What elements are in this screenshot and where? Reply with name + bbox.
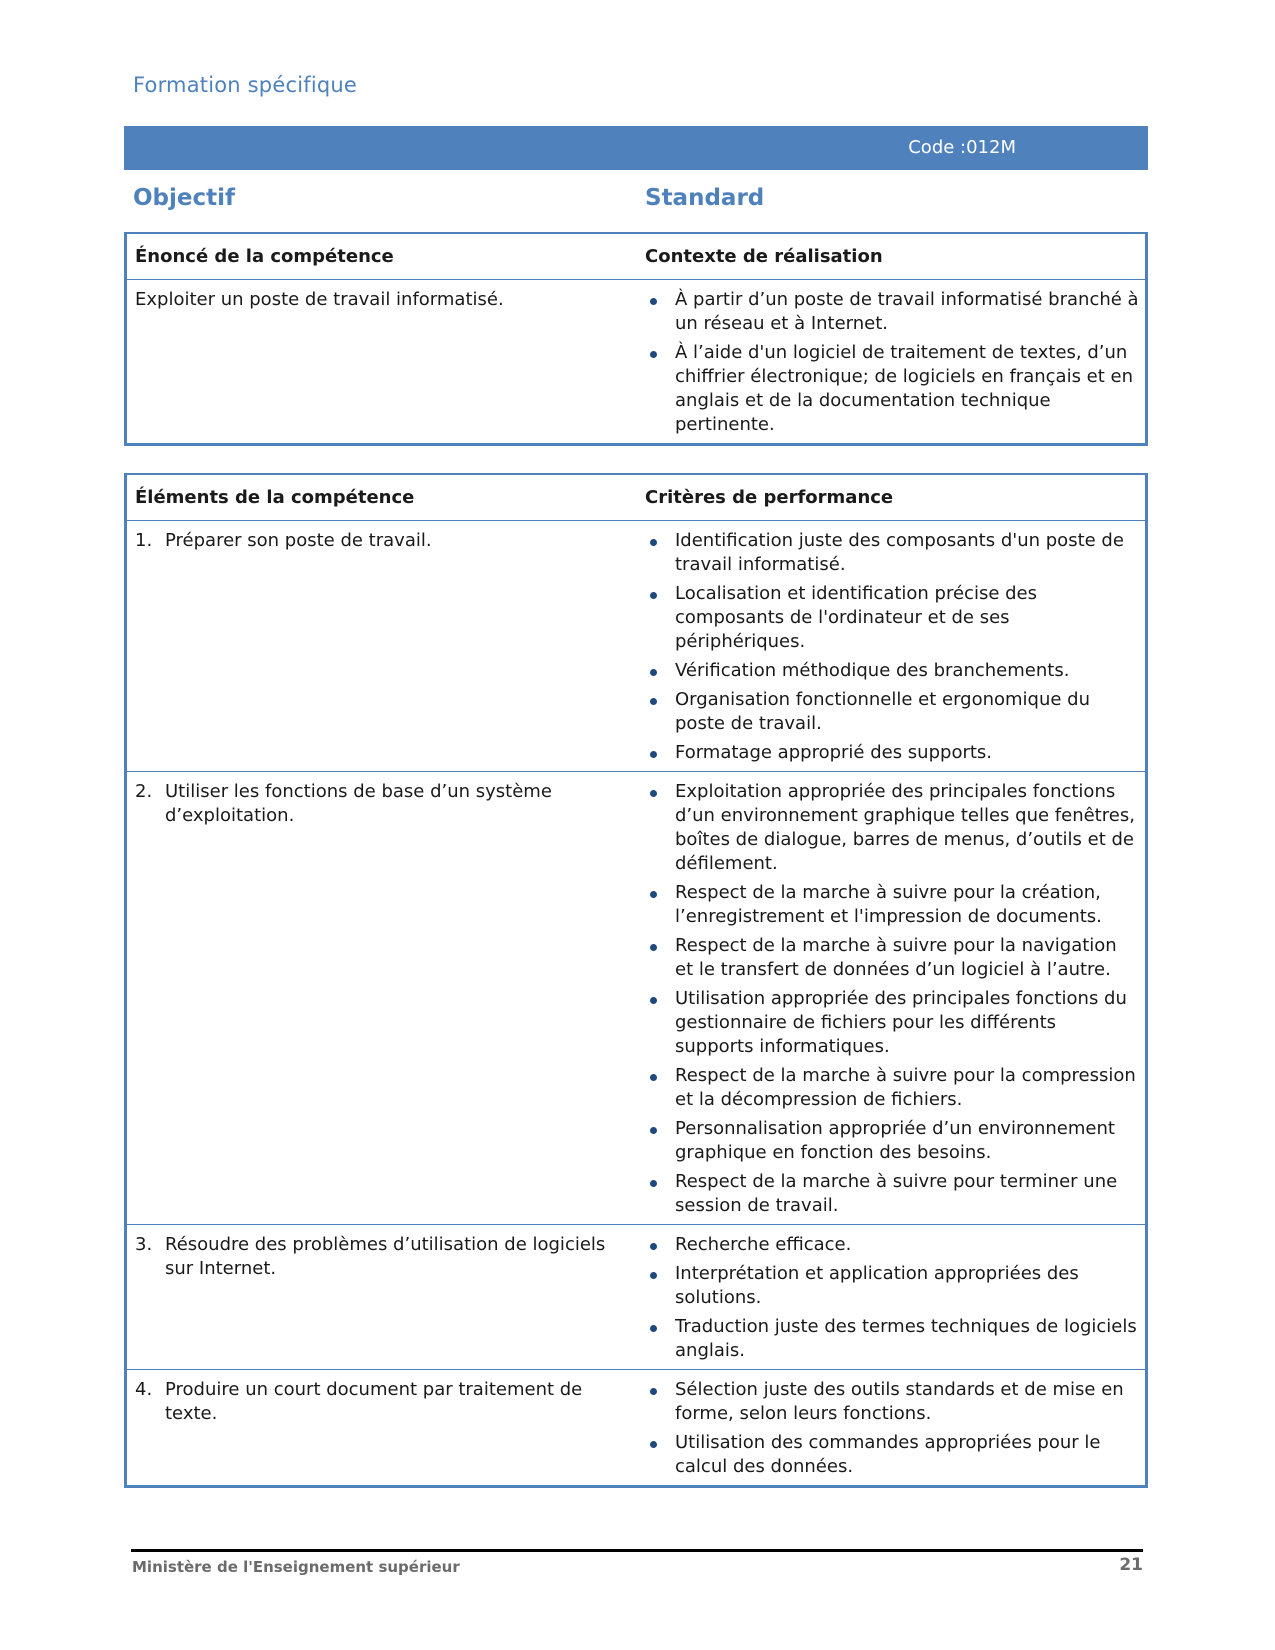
element-cell — [127, 772, 637, 1224]
header-enonce: Énoncé de la compétence — [135, 246, 394, 267]
course-code: Code :012M — [908, 137, 1016, 158]
table-row — [127, 279, 1145, 443]
list-item: Vérification méthodique des branchements. — [645, 659, 1139, 683]
list-item: Localisation et identification précise des composants de l'ordinateur et de ses périphériques. — [645, 582, 1139, 654]
list-item: Respect de la marche à suivre pour la navigation et le transfert de données d’un logiciel à l’autre. — [645, 934, 1139, 982]
bullet-icon — [650, 698, 657, 705]
criteres-cell — [637, 772, 1145, 1224]
bullet-icon — [650, 592, 657, 599]
bullet-icon — [650, 891, 657, 898]
element-text: Préparer son poste de travail. — [165, 530, 432, 551]
list-item: Respect de la marche à suivre pour terminer une session de travail. — [645, 1170, 1139, 1218]
header-contexte: Contexte de réalisation — [645, 246, 883, 267]
element-cell — [127, 1370, 637, 1485]
contexte-cell — [637, 280, 1145, 443]
criteres-list — [645, 1378, 1139, 1479]
bullet-icon — [650, 1074, 657, 1081]
code-bar — [124, 126, 1148, 170]
objectif-heading: Objectif — [133, 185, 236, 211]
bullet-icon — [650, 1272, 657, 1279]
list-item: Respect de la marche à suivre pour la compression et la décompression de fichiers. — [645, 1064, 1139, 1112]
criteres-cell — [637, 521, 1145, 771]
element-text: Résoudre des problèmes d’utilisation de logiciels sur Internet. — [165, 1234, 606, 1279]
table-row — [127, 1369, 1145, 1485]
list-item: Sélection juste des outils standards et de mise en forme, selon leurs fonctions. — [645, 1378, 1139, 1426]
element-number: 3. — [135, 1234, 153, 1255]
list-item: Utilisation appropriée des principales fonctions du gestionnaire de fichiers pour les différents supports informatiques. — [645, 987, 1139, 1059]
bullet-icon — [650, 1388, 657, 1395]
table-row — [127, 1224, 1145, 1369]
list-item: Traduction juste des termes techniques de logiciels anglais. — [645, 1315, 1139, 1363]
element-number: 2. — [135, 781, 153, 802]
bullet-icon — [650, 944, 657, 951]
element-cell — [127, 521, 637, 771]
table-row — [127, 520, 1145, 771]
table-header-row — [127, 475, 1145, 520]
element-number: 4. — [135, 1379, 153, 1400]
competence-statement: Exploiter un poste de travail informatisé. — [135, 289, 504, 310]
list-item: Recherche efficace. — [645, 1233, 1139, 1257]
list-item: Organisation fonctionnelle et ergonomique du poste de travail. — [645, 688, 1139, 736]
list-item: Formatage approprié des supports. — [645, 741, 1139, 765]
list-item: Interprétation et application appropriées des solutions. — [645, 1262, 1139, 1310]
competence-table — [124, 232, 1148, 446]
bullet-icon — [650, 1325, 657, 1332]
bullet-icon — [650, 298, 657, 305]
elements-table — [124, 473, 1148, 1488]
criteres-list — [645, 780, 1139, 1218]
bullet-icon — [650, 1441, 657, 1448]
list-item: À partir d’un poste de travail informatisé branché à un réseau et à Internet. — [645, 288, 1139, 336]
contexte-list — [645, 288, 1139, 437]
bullet-icon — [650, 997, 657, 1004]
header-criteres: Critères de performance — [645, 487, 894, 508]
header-elements: Éléments de la compétence — [135, 487, 415, 508]
standard-heading: Standard — [645, 185, 765, 211]
criteres-cell — [637, 1370, 1145, 1485]
table-row — [127, 771, 1145, 1224]
page-number: 21 — [1119, 1555, 1143, 1575]
bullet-icon — [650, 1127, 657, 1134]
criteres-cell — [637, 1225, 1145, 1369]
footer-ministry: Ministère de l'Enseignement supérieur — [132, 1558, 460, 1576]
bullet-icon — [650, 1180, 657, 1187]
list-item: Exploitation appropriée des principales fonctions d’un environnement graphique telles que fenêtres, boîtes de dialogue, barres de menus, d’outils et de défilement. — [645, 780, 1139, 876]
element-cell — [127, 1225, 637, 1369]
section-title: Formation spécifique — [133, 73, 358, 97]
list-item: Personnalisation appropriée d’un environnement graphique en fonction des besoins. — [645, 1117, 1139, 1165]
footer-rule — [131, 1549, 1143, 1552]
list-item: À l’aide d'un logiciel de traitement de textes, d’un chiffrier électronique; de logiciels en français et en anglais et de la documentation technique pertinente. — [645, 341, 1139, 437]
element-text: Produire un court document par traitement de texte. — [165, 1379, 583, 1424]
bullet-icon — [650, 1243, 657, 1250]
bullet-icon — [650, 539, 657, 546]
bullet-icon — [650, 751, 657, 758]
criteres-list — [645, 1233, 1139, 1363]
element-text: Utiliser les fonctions de base d’un système d’exploitation. — [165, 781, 552, 826]
table-header-row — [127, 234, 1145, 279]
bullet-icon — [650, 790, 657, 797]
list-item: Identification juste des composants d'un poste de travail informatisé. — [645, 529, 1139, 577]
list-item: Utilisation des commandes appropriées pour le calcul des données. — [645, 1431, 1139, 1479]
element-number: 1. — [135, 530, 153, 551]
bullet-icon — [650, 351, 657, 358]
list-item: Respect de la marche à suivre pour la création, l’enregistrement et l'impression de documents. — [645, 881, 1139, 929]
bullet-icon — [650, 669, 657, 676]
criteres-list — [645, 529, 1139, 765]
